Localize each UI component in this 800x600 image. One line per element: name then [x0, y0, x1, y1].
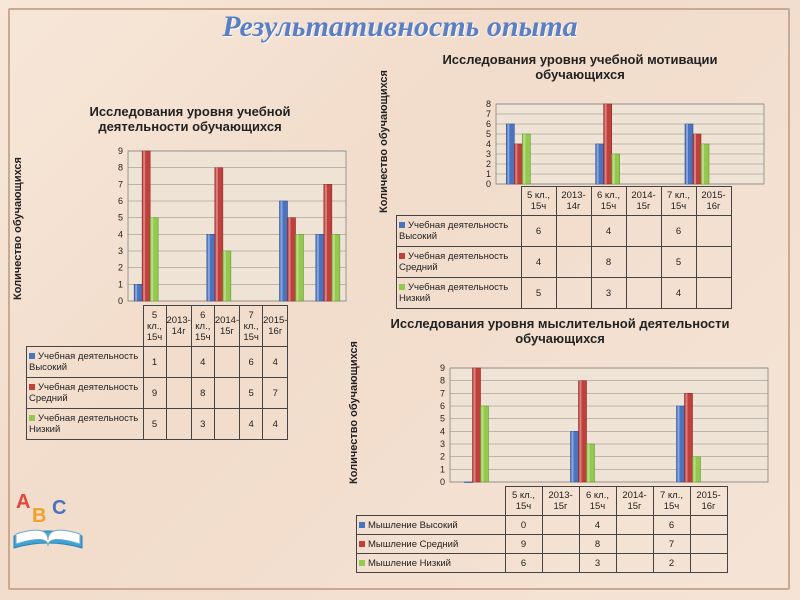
legend-entry: [397, 216, 522, 247]
svg-text:A: A: [16, 491, 31, 513]
legend-entry: [357, 516, 506, 535]
legend-label: Учебная деятельность Высокий: [399, 220, 509, 242]
category-label: 2015-16г: [696, 187, 731, 216]
y-tick-label: 6: [439, 401, 445, 411]
chart2-data-table: [396, 186, 732, 309]
y-tick-label: 4: [439, 426, 445, 437]
chart1-ylabel: Количество обучающихся: [12, 157, 24, 300]
svg-text:B: B: [32, 505, 47, 527]
data-label: 6: [240, 347, 263, 378]
bar-highlight: [694, 134, 696, 184]
data-label: [616, 554, 653, 573]
data-label: [696, 278, 731, 309]
data-label: 8: [579, 535, 616, 554]
y-tick-label: 6: [485, 119, 491, 129]
data-label: 4: [191, 347, 214, 378]
category-label: 6 кл., 15ч: [191, 306, 214, 347]
legend-swatch: [399, 253, 405, 259]
page-title: Результативность опыта: [222, 10, 578, 43]
legend-swatch: [29, 384, 35, 390]
legend-label: Учебная деятельность Средний: [399, 251, 509, 273]
data-label: 6: [521, 216, 556, 247]
legend-label: Учебная деятельность Средний: [29, 382, 139, 404]
y-tick-label: 2: [117, 262, 123, 273]
y-tick-label: 5: [485, 129, 491, 139]
data-label: 6: [661, 216, 696, 247]
chart2-title: Исследования уровня учебной мотивации обучающихся: [442, 52, 718, 82]
bar-highlight: [580, 381, 582, 482]
legend-swatch: [399, 222, 405, 228]
chart1-plot: [110, 145, 350, 305]
legend-label: Учебная деятельность Низкий: [399, 282, 509, 304]
data-label: 1: [143, 347, 166, 378]
data-label: 8: [591, 247, 626, 278]
data-label: [616, 516, 653, 535]
bar-highlight: [572, 431, 574, 482]
data-label: [166, 347, 191, 378]
legend-entry: [27, 347, 144, 378]
legend-entry: [27, 409, 144, 440]
data-label: [542, 554, 579, 573]
bar-highlight: [597, 144, 599, 184]
legend-swatch: [399, 284, 405, 290]
data-label: [626, 278, 661, 309]
legend-label: Мышление Высокий: [368, 519, 458, 531]
bar-highlight: [605, 104, 607, 184]
y-tick-label: 1: [485, 169, 491, 179]
chart2-ylabel: Количество обучающихся: [378, 70, 390, 213]
legend-entry: [397, 247, 522, 278]
data-label: 2: [653, 554, 690, 573]
bar-highlight: [317, 234, 319, 301]
bar-highlight: [686, 393, 688, 482]
bar-highlight: [208, 234, 210, 301]
chart2-plot: [478, 98, 768, 188]
data-label: 8: [191, 378, 214, 409]
y-tick-label: 3: [117, 246, 123, 256]
legend-swatch: [359, 560, 365, 566]
legend-label: Мышление Низкий: [368, 557, 451, 569]
data-label: 7: [263, 378, 288, 409]
category-label: 6 кл., 15ч: [579, 487, 616, 516]
bar-highlight: [333, 234, 335, 301]
data-label: 9: [505, 535, 542, 554]
bar-highlight: [143, 151, 145, 301]
category-label: 5 кл., 15ч: [505, 487, 542, 516]
y-tick-label: 7: [485, 109, 491, 119]
legend-swatch: [359, 522, 365, 528]
category-label: 2013-14г: [556, 187, 591, 216]
bar-highlight: [297, 234, 299, 301]
category-label: 7 кл., 15ч: [661, 187, 696, 216]
bar-highlight: [678, 406, 680, 482]
data-label: 5: [143, 409, 166, 440]
data-label: [214, 409, 239, 440]
legend-label: Учебная деятельность Низкий: [29, 413, 139, 435]
y-tick-label: 6: [117, 196, 123, 206]
bar-highlight: [216, 168, 218, 301]
legend-label: Мышление Средний: [368, 538, 459, 550]
legend-entry: [357, 554, 506, 573]
data-label: 7: [653, 535, 690, 554]
data-label: [690, 535, 727, 554]
y-tick-label: 0: [485, 179, 491, 188]
legend-swatch: [29, 415, 35, 421]
y-tick-label: 4: [485, 139, 491, 149]
y-tick-label: 4: [117, 229, 123, 240]
y-tick-label: 2: [485, 159, 491, 169]
bar-highlight: [151, 218, 153, 301]
y-tick-label: 8: [485, 99, 491, 109]
data-label: [696, 216, 731, 247]
chart1-data-table: [26, 305, 288, 440]
svg-text:C: C: [52, 497, 67, 519]
bar-highlight: [588, 444, 590, 482]
data-label: 6: [505, 554, 542, 573]
data-label: 4: [263, 409, 288, 440]
data-label: 5: [521, 278, 556, 309]
y-tick-label: 5: [117, 212, 123, 223]
data-label: 0: [505, 516, 542, 535]
bar-highlight: [474, 368, 476, 482]
category-label: 2014-15г: [626, 187, 661, 216]
category-label: 7 кл., 15ч: [653, 487, 690, 516]
category-label: 2015-16г: [690, 487, 727, 516]
data-label: [690, 554, 727, 573]
data-label: [556, 216, 591, 247]
data-label: 5: [240, 378, 263, 409]
data-label: 3: [579, 554, 616, 573]
bar-highlight: [482, 406, 484, 482]
bar-highlight: [694, 457, 696, 482]
data-label: [214, 378, 239, 409]
data-label: 3: [591, 278, 626, 309]
data-label: 4: [591, 216, 626, 247]
data-label: [690, 516, 727, 535]
category-label: 5 кл., 15ч: [521, 187, 556, 216]
bar-highlight: [613, 154, 615, 184]
data-label: 4: [240, 409, 263, 440]
data-label: 4: [661, 278, 696, 309]
data-label: [542, 516, 579, 535]
bar-highlight: [515, 144, 517, 184]
bar-highlight: [224, 251, 226, 301]
bar-highlight: [135, 284, 137, 301]
data-label: [214, 347, 239, 378]
y-tick-label: 0: [117, 296, 123, 305]
data-label: 4: [579, 516, 616, 535]
y-tick-label: 0: [439, 477, 445, 486]
abc-book-icon: [8, 488, 88, 558]
y-tick-label: 2: [439, 451, 445, 462]
bar-highlight: [507, 124, 509, 184]
y-tick-label: 5: [439, 413, 445, 424]
legend-entry: [27, 378, 144, 409]
data-label: [166, 378, 191, 409]
chart3-plot: [432, 362, 772, 486]
bar-highlight: [281, 201, 283, 301]
y-tick-label: 7: [439, 388, 445, 399]
category-label: 2014-15г: [616, 487, 653, 516]
bar-highlight: [523, 134, 525, 184]
category-label: 5 кл., 15ч: [143, 306, 166, 347]
y-tick-label: 1: [439, 464, 445, 475]
data-label: 4: [263, 347, 288, 378]
bar-highlight: [289, 218, 291, 301]
category-label: 2014-15г: [214, 306, 239, 347]
data-label: [542, 535, 579, 554]
category-label: 2013-14г: [166, 306, 191, 347]
category-label: 6 кл., 15ч: [591, 187, 626, 216]
y-tick-label: 8: [439, 375, 445, 386]
y-tick-label: 7: [117, 179, 123, 190]
data-label: 3: [191, 409, 214, 440]
chart3-title: Исследования уровня мыслительной деятельности обучающихся: [390, 316, 730, 346]
legend-entry: [397, 278, 522, 309]
category-label: 2013-15г: [542, 487, 579, 516]
chart3-ylabel: Количество обучающихся: [348, 341, 360, 484]
y-tick-label: 3: [439, 439, 445, 449]
bar-1-1: [465, 482, 473, 483]
data-label: [696, 247, 731, 278]
bar-highlight: [686, 124, 688, 184]
bar-highlight: [702, 144, 704, 184]
y-tick-label: 9: [439, 363, 445, 373]
data-label: [166, 409, 191, 440]
y-tick-label: 8: [117, 162, 123, 173]
data-label: [556, 247, 591, 278]
data-label: 4: [521, 247, 556, 278]
data-label: 5: [661, 247, 696, 278]
bar-highlight: [325, 184, 327, 301]
data-label: [616, 535, 653, 554]
data-label: 9: [143, 378, 166, 409]
data-label: [626, 216, 661, 247]
legend-swatch: [29, 353, 35, 359]
legend-entry: [357, 535, 506, 554]
y-tick-label: 3: [485, 149, 491, 159]
y-tick-label: 9: [117, 146, 123, 156]
legend-swatch: [359, 541, 365, 547]
category-label: 7 кл., 15ч: [240, 306, 263, 347]
y-tick-label: 1: [117, 279, 123, 290]
chart3-data-table: [356, 486, 728, 573]
chart1-title: Исследования уровня учебной деятельности обучающихся: [89, 104, 291, 134]
legend-label: Учебная деятельность Высокий: [29, 351, 139, 373]
data-label: 6: [653, 516, 690, 535]
category-label: 2015-16г: [263, 306, 288, 347]
data-label: [556, 278, 591, 309]
data-label: [626, 247, 661, 278]
